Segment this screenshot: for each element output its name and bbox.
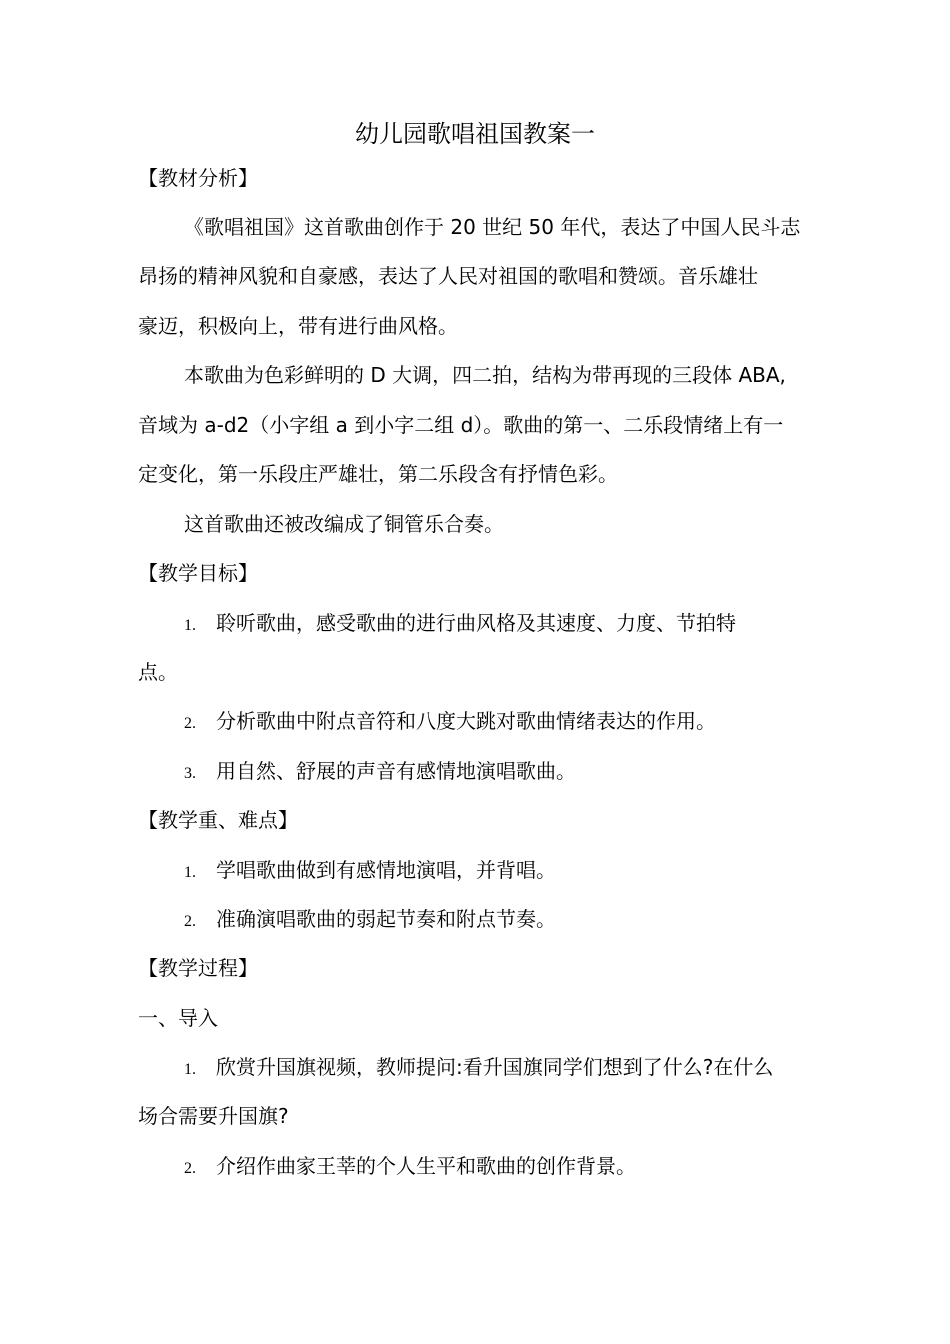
goal-item-3: [184, 755, 824, 790]
list-text: 欣赏升国旗视频，教师提问:看升国旗同学们想到了什么?在什么: [216, 1055, 774, 1079]
list-number: 1.: [184, 864, 196, 881]
list-number: 2.: [184, 715, 196, 732]
section-heading-key-points: 【教学重、难点】: [138, 808, 298, 832]
list-text: 准确演唱歌曲的弱起节奏和附点节奏。: [216, 907, 556, 931]
intro-item-2: [184, 1150, 824, 1185]
list-number: 1.: [184, 617, 196, 634]
analysis-paragraph-line: 《歌唱祖国》这首歌曲创作于 20 世纪 50 年代，表达了中国人民斗志: [184, 215, 801, 239]
list-number: 2.: [184, 1160, 196, 1177]
section-heading-process: 【教学过程】: [138, 956, 258, 980]
section-heading-analysis: 【教材分析】: [138, 166, 258, 190]
section-heading-goals: 【教学目标】: [138, 561, 258, 585]
list-text: 用自然、舒展的声音有感情地演唱歌曲。: [216, 759, 576, 783]
analysis-paragraph-line: 昂扬的精神风貌和自豪感，表达了人民对祖国的歌唱和赞颂。音乐雄壮: [138, 264, 758, 288]
list-number: 1.: [184, 1061, 196, 1078]
list-text: 介绍作曲家王莘的个人生平和歌曲的创作背景。: [216, 1154, 636, 1178]
analysis-paragraph-line: 本歌曲为色彩鲜明的 D 大调，四二拍，结构为带再现的三段体 ABA,: [184, 363, 786, 387]
list-text: 聆听歌曲，感受歌曲的进行曲风格及其速度、力度、节拍特: [216, 611, 736, 635]
intro-item-1: [184, 1051, 824, 1086]
goal-item-1-continuation: 点。: [138, 660, 178, 684]
analysis-paragraph-line: 这首歌曲还被改编成了铜管乐合奏。: [184, 512, 504, 536]
intro-item-1-continuation: 场合需要升国旗?: [138, 1104, 289, 1128]
analysis-paragraph-line: 音域为 a-d2（小字组 a 到小字二组 d）。歌曲的第一、二乐段情绪上有一: [138, 413, 784, 437]
goal-item-2: [184, 705, 824, 740]
key-item-1: [184, 854, 824, 889]
list-text: 分析歌曲中附点音符和八度大跳对歌曲情绪表达的作用。: [216, 709, 716, 733]
key-item-2: [184, 903, 824, 938]
list-number: 3.: [184, 765, 196, 782]
document-title: 幼儿园歌唱祖国教案一: [355, 120, 595, 148]
subsection-heading-intro: 一、导入: [138, 1006, 218, 1030]
analysis-paragraph-line: 豪迈，积极向上，带有进行曲风格。: [138, 314, 458, 338]
goal-item-1: [184, 607, 824, 642]
list-text: 学唱歌曲做到有感情地演唱，并背唱。: [216, 858, 556, 882]
list-number: 2.: [184, 913, 196, 930]
analysis-paragraph-line: 定变化，第一乐段庄严雄壮，第二乐段含有抒情色彩。: [138, 462, 618, 486]
